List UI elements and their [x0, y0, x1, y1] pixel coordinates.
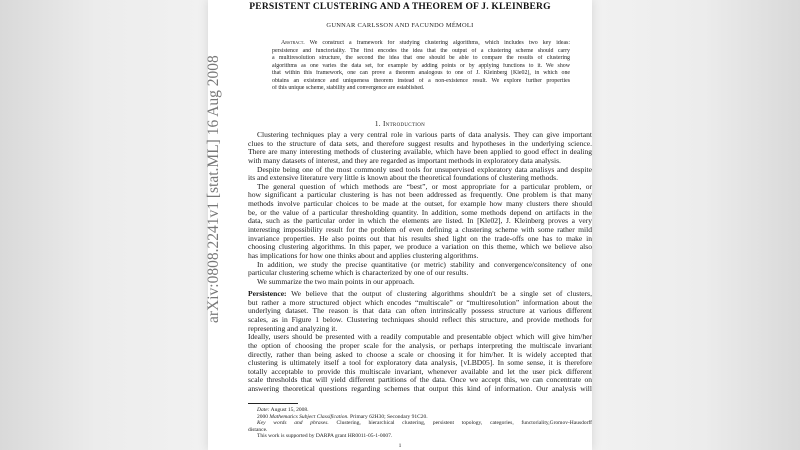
text-line: [248, 385, 592, 394]
text-line-content: In addition, we study the precise quantitative (or metric) stability and convergence/consitency of one: [257, 260, 592, 269]
paragraph: [248, 278, 592, 287]
text-line: [248, 299, 592, 308]
paragraph-lead: Persistence:: [248, 290, 287, 299]
text-line: [248, 243, 592, 252]
text-line-content: be, or the value of a particular thresholding quantity. In addition, some methods depend on artifacts in the: [248, 208, 592, 217]
text-line: [248, 148, 592, 157]
text-line: [248, 217, 592, 226]
text-line: [248, 351, 592, 360]
msc-year: 2000: [257, 413, 270, 420]
date-value: August 15, 2008.: [269, 407, 309, 413]
text-line: [248, 191, 592, 200]
text-line-content: directly, rather than being asked to choose a scale or choosing it for him/her. It is widely accepted that: [248, 350, 592, 359]
text-line: [248, 368, 592, 377]
abstract-line-text: persistence and functoriality. The first encodes the idea that the output of a clustering scheme should carry: [272, 47, 570, 54]
paragraph: [248, 131, 592, 166]
text-line-content: answering theoretical questions regarding schemes that output this kind of information. Our analysis will: [248, 385, 592, 394]
text-line: [248, 200, 592, 209]
paper-title: PERSISTENT CLUSTERING AND A THEOREM OF J. KLEINBERG: [249, 2, 551, 12]
text-line: [248, 278, 592, 287]
text-line-content: clues to the structure of data sets, and therefore suggest results and hypotheses in the underlying science.: [248, 139, 592, 148]
text-line-content: its and extensive literature very little is known about the theoretical foundations of clustering methods.: [248, 174, 558, 183]
abstract-line: [272, 85, 570, 93]
text-line-content: the option of choosing the proper scale for the analysis, or perhaps interpreting the multiscale invariant: [248, 341, 592, 350]
text-line-content: data, such as the particular order in which the elements are listed. In [Kle02], J. Kleinberg proves a very: [248, 217, 592, 226]
text-line: [248, 235, 592, 244]
abstract-line: [272, 70, 570, 78]
text-line-content: Clustering techniques play a very central role in various parts of data analysis. They can give important: [257, 131, 592, 139]
paragraph: [248, 261, 592, 278]
text-line-content: Ideally, users should be presented with a readily computable and presentable object which will give him/her: [248, 333, 592, 342]
text-line-content: has implications for how one thinks about and applies clustering algorithms.: [248, 251, 479, 260]
text-line: [248, 269, 592, 278]
paragraph: [248, 333, 592, 393]
abstract-line: [272, 55, 570, 63]
text-line: [248, 174, 592, 183]
keywords-value: Clustering, hierarchical clustering, persistent topology, categories, functoriality,Gromov-Hausdorff: [328, 420, 592, 426]
text-line: [248, 307, 592, 316]
section-heading: 1. Introduction: [374, 120, 426, 128]
date-label: Date:: [257, 407, 270, 413]
text-line-content: We believe that the output of clustering algorithms shouldn't be a single set of clusters,: [286, 290, 592, 299]
text-line: [248, 342, 592, 351]
text-line-content: The general question of which methods are “best”, or most appropriate for a particular problem, or: [257, 182, 592, 191]
footnote-rule: [248, 403, 298, 404]
text-line-content: underlying dataset. The reason is that data can often intrinsically possess structure at various different: [248, 307, 592, 316]
footnote-support: This work is supported by DARPA grant HR0011-05-1-0007.: [257, 433, 393, 439]
text-line: [248, 261, 592, 270]
text-line-content: how significant a particular clustering is has not been addressed as frequently. One problem is that many: [248, 191, 592, 200]
text-line: [248, 183, 592, 192]
arxiv-stamp: arXiv:0808.2241v1 [stat.ML] 16 Aug 2008: [205, 55, 222, 323]
text-line: [248, 140, 592, 149]
text-line-content: clustering is ultimately itself a tool for exploratory data analysis, [vLBD05]. In some sense, it is therefore: [248, 359, 592, 368]
text-line-content: invariance properties. He also points out that his results shed light on the trade-offs one has to make in: [248, 234, 592, 243]
paragraph: [248, 290, 592, 333]
paragraph: [248, 183, 592, 261]
msc-value: Primary 62H30; Secondary 91C20.: [348, 413, 428, 420]
abstract-line-text: obtains an existence and uniqueness theorem instead of a non-existence result. We explore further properties: [272, 77, 570, 84]
text-line: [248, 359, 592, 368]
text-line: [248, 252, 592, 261]
text-line: [248, 333, 592, 342]
text-line-content: scale thresholds that will yield different partitions of the data. Once we accept this, we can concentrate on: [248, 376, 592, 385]
text-line: [248, 131, 592, 140]
body-text: [248, 131, 592, 394]
footnotes: [248, 407, 592, 440]
text-line: [248, 157, 592, 166]
keywords-label: Key words and phrases.: [257, 420, 329, 426]
text-line-content: choosing clustering algorithms. In this paper, we produce a variation on this theme, which we believe also: [248, 243, 592, 252]
text-line-content: with many datasets of interest, and they are regarded as important methods in exploratory data analysis.: [248, 156, 561, 165]
text-line-content: particular clustering scheme which is characterized by one of our results.: [248, 269, 469, 278]
abstract-line-text: that within this framework, one can prove a theorem analogous to one of J. Kleinberg [Kle02], in which one: [272, 70, 570, 76]
text-line-content: representing and analyzing it.: [248, 324, 338, 333]
text-line-content: methods involve particular choices to be made at the outset, for example how many clusters there should: [248, 200, 592, 209]
abstract-line: [272, 78, 570, 86]
abstract-line: [272, 48, 570, 56]
footnote-keywords: [248, 420, 592, 427]
abstract-line-text: a multiresolution structure, the second the idea that one should be able to compare the results of clustering: [272, 55, 570, 61]
text-line: [248, 316, 592, 325]
msc-label: Mathematics Subject Classification.: [269, 413, 349, 420]
page-number: 1: [398, 443, 402, 449]
text-line: [248, 325, 592, 334]
text-line-content: but rather a more structured object which encodes “multiscale” or “multiresolution” information about the: [248, 298, 592, 307]
abstract-line-text: algorithms as one varies the data set, for example by adding points or by applying functions to it. We show: [272, 62, 570, 69]
text-line-content: We summarize the two main points in our approach.: [257, 277, 415, 286]
text-line: [248, 209, 592, 218]
abstract: [272, 40, 570, 93]
abstract-line-text: of this unique scheme, stability and convergence are established.: [272, 85, 425, 91]
text-line: [248, 166, 592, 175]
paper-page: [205, 0, 592, 450]
paragraph: [248, 166, 592, 183]
text-line-content: Despite being one of the most commonly used tools for unsupervised exploratory data analisys and despite: [257, 165, 592, 174]
footnote-keywords-cont: distance.: [248, 426, 268, 433]
abstract-line: [272, 40, 570, 48]
text-line: [248, 226, 592, 235]
text-line-content: scales, as in Figure 1 below. Clustering techniques should reflect this structure, and provide methods for: [248, 315, 592, 324]
text-line: [248, 290, 592, 299]
text-line-content: interesting impossibility result for the problem of even defining a clustering scheme with some rather mild: [248, 226, 592, 235]
text-line-content: There are many interesting methods of clustering available, which have been applied to good effect in dealing: [248, 148, 592, 157]
text-line-content: totally acceptable to provide this multiscale invariant, whenever available and let the user pick different: [248, 367, 592, 376]
abstract-line: [272, 63, 570, 71]
abstract-line-text: We construct a framework for studying clustering algorithms, which includes two key ideas:: [304, 40, 570, 46]
abstract-label: Abstract.: [281, 40, 305, 46]
text-line: [248, 376, 592, 385]
paper-authors: GUNNAR CARLSSON AND FACUNDO MÉMOLI: [326, 22, 474, 29]
